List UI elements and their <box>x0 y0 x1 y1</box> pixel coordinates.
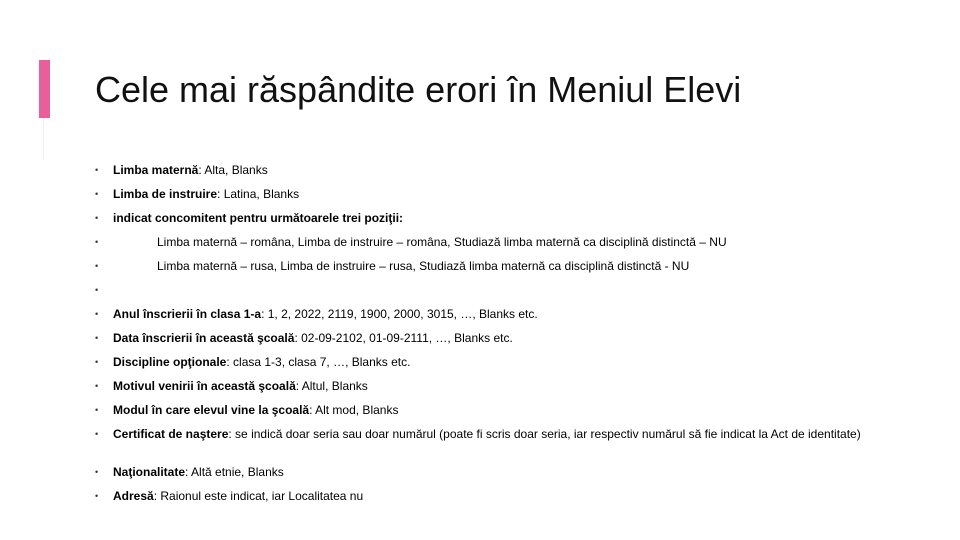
accent-divider-line <box>43 118 44 160</box>
item-value: : Latina, Blanks <box>217 187 300 201</box>
item-label: Modul în care elevul vine la şcoală <box>113 403 310 417</box>
item-value: : Altă etnie, Blanks <box>185 465 284 479</box>
item-value: : Altul, Blanks <box>295 379 368 393</box>
bullet-marker: • <box>95 237 99 247</box>
item-value: : clasa 1-3, clasa 7, …, Blanks etc. <box>226 355 411 369</box>
list-item <box>95 355 875 370</box>
list-item <box>95 465 875 480</box>
list-item <box>95 403 875 418</box>
item-value: : se indică doar seria sau doar numărul (poate fi scris doar seria, iar respectiv numărul să fie indicat la Act de identitate) <box>228 427 861 441</box>
bullet-marker: • <box>95 189 99 199</box>
bullet-marker: • <box>95 285 99 295</box>
bullet-marker: • <box>95 429 99 439</box>
title-accent-bar <box>39 60 50 118</box>
list-item <box>95 187 875 202</box>
list-item <box>95 489 875 504</box>
bullet-marker: • <box>95 491 99 501</box>
bullet-marker: • <box>95 405 99 415</box>
list-item <box>95 259 875 274</box>
item-label: Naţionalitate <box>113 465 186 479</box>
item-label: Limba maternă <box>113 163 199 177</box>
bullet-marker: • <box>95 357 99 367</box>
item-value: Limba maternă – româna, Limba de instruire – româna, Studiază limba maternă ca disciplină distinctă – NU <box>157 235 727 249</box>
item-value: Limba maternă – rusa, Limba de instruire – rusa, Studiază limba maternă ca disciplină distinctă - NU <box>157 259 690 273</box>
item-label: Data înscrierii în această şcoală <box>113 331 295 345</box>
list-item <box>95 235 875 250</box>
slide-title: Cele mai răspândite erori în Meniul Elevi <box>95 69 742 110</box>
list-item <box>95 331 875 346</box>
bullet-marker: • <box>95 467 99 477</box>
bullet-marker: • <box>95 165 99 175</box>
list-item <box>95 427 875 442</box>
item-label: indicat concomitent pentru următoarele trei poziţii: <box>113 211 404 225</box>
bullet-marker: • <box>95 213 99 223</box>
list-item <box>95 379 875 394</box>
bullet-marker: • <box>95 333 99 343</box>
item-label: Discipline opţionale <box>113 355 227 369</box>
item-label: Motivul venirii în această şcoală <box>113 379 296 393</box>
bullet-marker: • <box>95 309 99 319</box>
bullet-marker: • <box>95 261 99 271</box>
item-label: Limba de instruire <box>113 187 218 201</box>
item-value: : Raionul este indicat, iar Localitatea nu <box>153 489 364 503</box>
item-value: : 02-09-2102, 01-09-2111, …, Blanks etc. <box>294 331 513 345</box>
item-label: Anul înscrierii în clasa 1-a <box>113 307 262 321</box>
bullet-marker: • <box>95 381 99 391</box>
item-label: Certificat de naştere <box>113 427 229 441</box>
item-value: : 1, 2, 2022, 2119, 1900, 2000, 3015, …, Blanks etc. <box>261 307 538 321</box>
item-value: : Alta, Blanks <box>198 163 268 177</box>
item-value: : Alt mod, Blanks <box>309 403 399 417</box>
list-item <box>95 211 875 226</box>
list-item <box>95 307 875 322</box>
list-item <box>95 163 875 178</box>
item-label: Adresă <box>113 489 154 503</box>
